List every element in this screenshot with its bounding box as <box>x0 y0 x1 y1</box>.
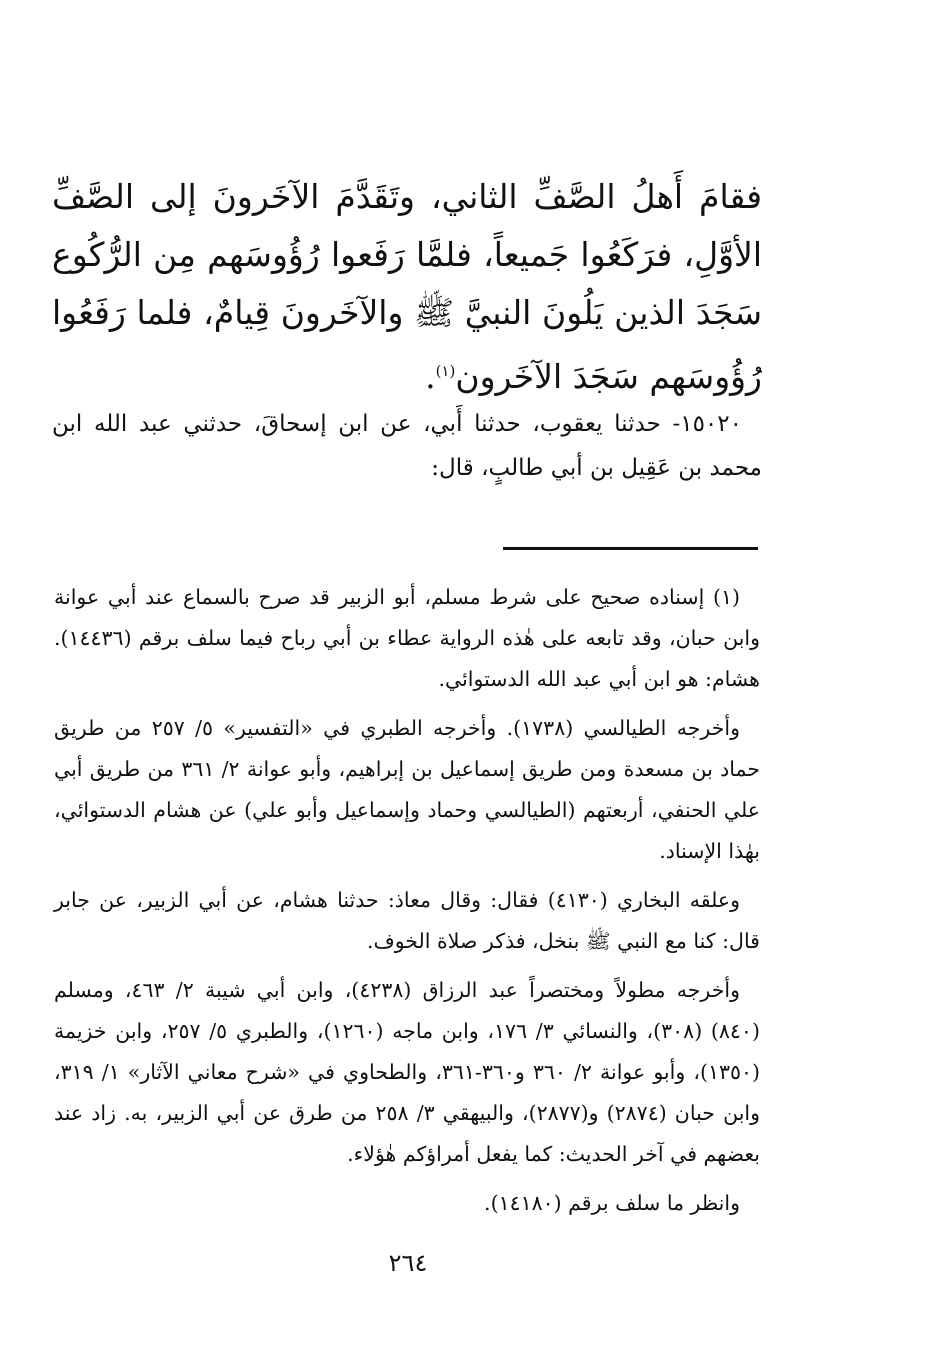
footnote-4: وأخرجه مطولاً ومختصراً عبد الرزاق (٤٢٣٨)، وابن أبي شيبة ٢/ ٤٦٣، ومسلم (٨٤٠) (٣٠٨)، والنسائي ٣/ ١٧٦، وابن ماجه (١٢٦٠)، والطبري ٥/ ٢٥٧، وابن خزيمة (١٣٥٠)، وأبو عوانة ٢/ ٣٦٠ و٣٦٠-٣٦١، والطحاوي في «شرح معاني الآثار» ١/ ٣١٩، وابن حبان (٢٨٧٤) و(٢٨٧٧)، والبيهقي ٣/ ٢٥٨ من طرق عن أبي الزبير، به. زاد عند بعضهم في آخر الحديث: كما يفعل أمراؤكم هٰؤلاء. <box>54 978 760 1166</box>
footnotes <box>54 577 760 1232</box>
footnote-3: وعلقه البخاري (٤١٣٠) فقال: وقال معاذ: حدثنا هشام، عن أبي الزبير، عن جابر قال: كنا مع النبي ﷺ بنخل، فذكر صلاة الخوف. <box>54 888 760 953</box>
main-paragraph <box>52 168 762 406</box>
main-paragraph-end: . <box>425 357 436 396</box>
page-number: ٢٦٤ <box>388 1249 428 1277</box>
footnote-5: وانظر ما سلف برقم (١٤١٨٠). <box>484 1191 740 1215</box>
main-paragraph-text: فقامَ أَهلُ الصَّفِّ الثاني، وتَقَدَّمَ الآخَرونَ إلى الصَّفِّ الأوَّلِ، فرَكَعُوا جَميعاً، فلمَّا رَفَعوا رُؤُوسَهم مِن الرُّكُوع سَجَدَ الذين يَلُونَ النبيَّ ﷺ والآخَرونَ قِيامٌ، فلما رَفَعُوا رُؤُوسَهم سَجَدَ الآخَرون <box>52 177 762 396</box>
footnote-divider <box>503 547 758 550</box>
main-text <box>52 168 762 406</box>
hadith-paragraph <box>52 402 762 490</box>
footnote-2: وأخرجه الطيالسي (١٧٣٨). وأخرجه الطبري في «التفسير» ٥/ ٢٥٧ من طريق حماد بن مسعدة ومن طريق إسماعيل بن إبراهيم، وأبو عوانة ٢/ ٣٦١ من طريق أبي علي الحنفي، أربعتهم (الطيالسي وحماد وإسماعيل وأبو علي) عن هشام الدستوائي، بهٰذا الإسناد. <box>54 716 760 863</box>
footnote-marker: (١) <box>435 362 456 380</box>
hadith-text: ١٥٠٢٠- حدثنا يعقوب، حدثنا أَبي، عن ابن إسحاقَ، حدثني عبد الله ابن محمد بن عَقِيل بن أبي طالبٍ، قال: <box>52 411 762 481</box>
hadith-block <box>52 402 762 490</box>
footnote-1: (١) إسناده صحيح على شرط مسلم، أبو الزبير قد صرح بالسماع عند أبي عوانة وابن حبان، وقد تابعه على هٰذه الرواية عطاء بن أبي رباح فيما سلف برقم (١٤٤٣٦). هشام: هو ابن أبي عبد الله الدستوائي. <box>54 585 760 691</box>
